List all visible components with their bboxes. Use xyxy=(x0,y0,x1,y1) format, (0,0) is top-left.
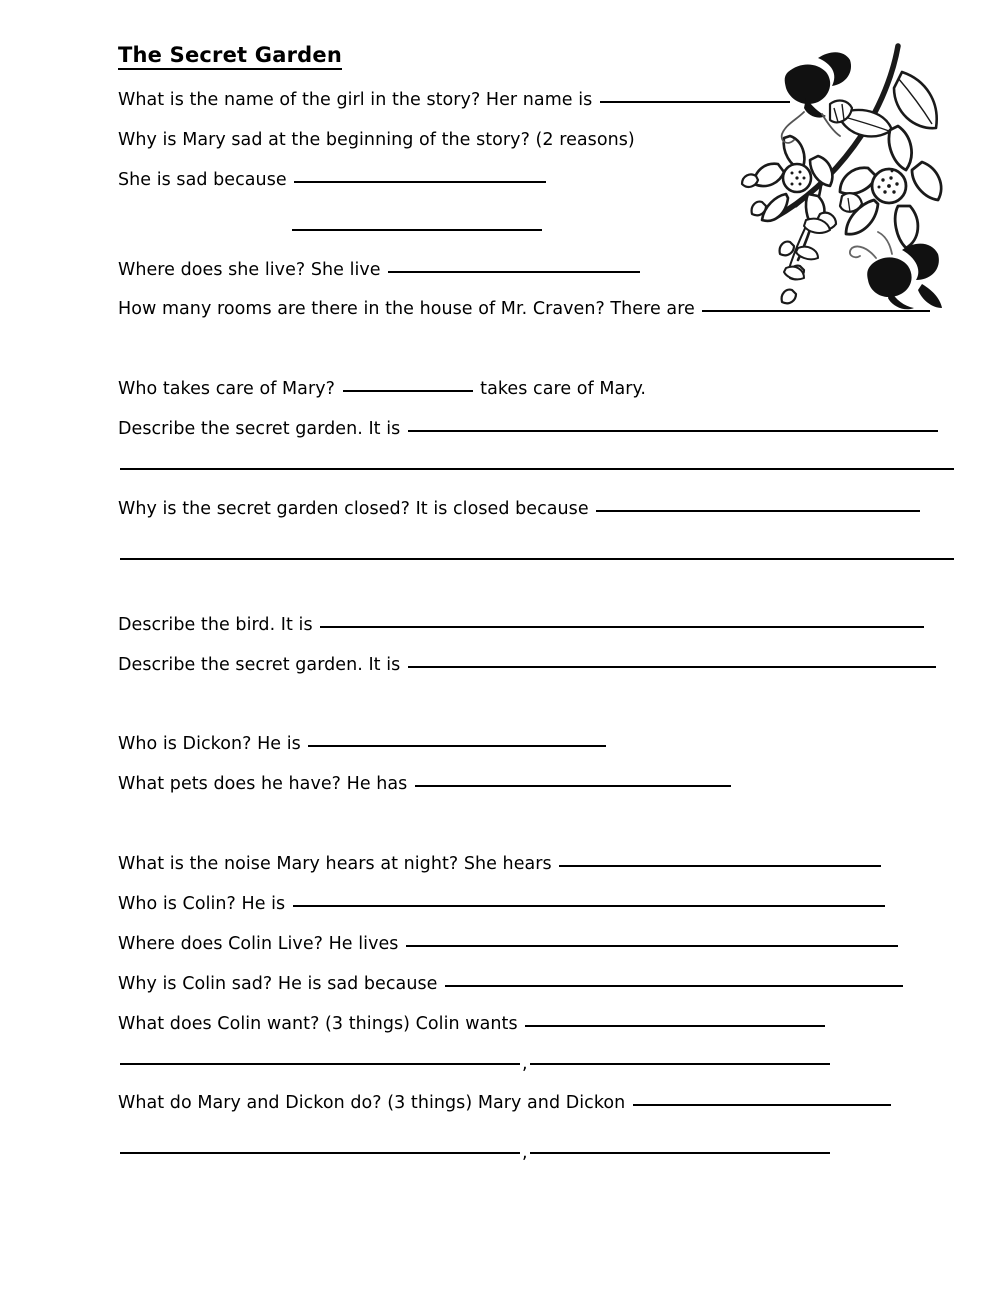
question-text: What pets does he have? He has xyxy=(118,774,413,795)
answer-blank[interactable] xyxy=(408,430,938,432)
question-text: Describe the secret garden. It is xyxy=(118,654,406,675)
question-item xyxy=(118,379,952,401)
answer-continuation-row xyxy=(118,459,952,481)
question-text: What do Mary and Dickon do? (3 things) Mary and Dickon xyxy=(118,1093,631,1114)
worksheet-content xyxy=(118,44,952,1183)
answer-blank[interactable] xyxy=(308,745,606,747)
question-text: Why is Colin sad? He is sad because xyxy=(118,973,444,994)
question-text: How many rooms are there in the house of Mr. Craven? There are xyxy=(118,299,701,320)
answer-blank[interactable] xyxy=(530,1063,830,1065)
question-item xyxy=(118,1014,952,1036)
spacer xyxy=(118,814,952,854)
spacer xyxy=(118,694,952,734)
answer-continuation-row xyxy=(118,1143,952,1165)
question-text: Who is Dickon? He is xyxy=(118,734,307,755)
question-text: She is sad because xyxy=(118,169,293,190)
question-text: Why is Mary sad at the beginning of the story? (2 reasons) xyxy=(118,129,635,150)
question-item xyxy=(118,854,952,876)
answer-blank[interactable] xyxy=(293,905,885,907)
comma-separator: , xyxy=(522,1053,528,1074)
question-text: What is the name of the girl in the story? Her name is xyxy=(118,90,598,111)
spacer xyxy=(118,1133,952,1143)
answer-blank[interactable] xyxy=(530,1152,830,1154)
question-text: What does Colin want? (3 things) Colin wants xyxy=(118,1013,524,1034)
answer-blank[interactable] xyxy=(596,510,920,512)
question-item xyxy=(118,774,952,796)
question-item xyxy=(118,499,952,521)
answer-blank[interactable] xyxy=(702,310,930,312)
answer-blank[interactable] xyxy=(294,181,546,183)
question-text: Describe the secret garden. It is xyxy=(118,419,406,440)
answer-blank[interactable] xyxy=(120,1152,520,1154)
answer-blank[interactable] xyxy=(415,785,731,787)
question-item xyxy=(118,419,952,441)
answer-blank[interactable] xyxy=(120,1063,520,1065)
answer-blank[interactable] xyxy=(120,558,954,560)
question-item xyxy=(118,934,952,956)
question-item xyxy=(118,734,952,756)
answer-blank[interactable] xyxy=(388,271,640,273)
question-item xyxy=(118,615,952,637)
answer-blank[interactable] xyxy=(445,985,903,987)
answer-blank[interactable] xyxy=(320,626,924,628)
question-item xyxy=(118,90,952,112)
question-item xyxy=(118,260,952,282)
answer-blank[interactable] xyxy=(559,865,881,867)
question-item xyxy=(118,655,952,677)
answer-blank[interactable] xyxy=(600,101,790,103)
spacer xyxy=(118,589,952,615)
question-text: Describe the bird. It is xyxy=(118,614,319,635)
question-item xyxy=(118,130,952,152)
question-text: What is the noise Mary hears at night? She hears xyxy=(118,854,558,875)
answer-blank[interactable] xyxy=(633,1104,891,1106)
question-item xyxy=(118,974,952,996)
question-text: Why is the secret garden closed? It is closed because xyxy=(118,498,595,519)
answer-blank[interactable] xyxy=(292,229,542,231)
spacer xyxy=(118,210,952,220)
answer-continuation-row xyxy=(118,220,952,242)
answer-blank[interactable] xyxy=(343,390,473,392)
spacer xyxy=(118,339,952,379)
question-text: Who is Colin? He is xyxy=(118,894,291,915)
answer-blank[interactable] xyxy=(120,468,954,470)
spacer xyxy=(118,539,952,549)
comma-separator: , xyxy=(522,1143,528,1164)
answer-blank[interactable] xyxy=(408,666,936,668)
question-item xyxy=(118,299,952,321)
question-text-suffix: takes care of Mary. xyxy=(474,379,647,400)
question-item xyxy=(118,894,952,916)
answer-continuation-row xyxy=(118,549,952,571)
question-text: Where does Colin Live? He lives xyxy=(118,933,405,954)
page-title: The Secret Garden xyxy=(118,44,342,70)
answer-blank[interactable] xyxy=(525,1025,825,1027)
question-item xyxy=(118,1093,952,1115)
answer-blank[interactable] xyxy=(406,945,898,947)
question-text: Where does she live? She live xyxy=(118,259,387,280)
answer-continuation-row xyxy=(118,1054,952,1076)
question-item xyxy=(118,170,952,192)
question-text: Who takes care of Mary? xyxy=(118,379,341,400)
